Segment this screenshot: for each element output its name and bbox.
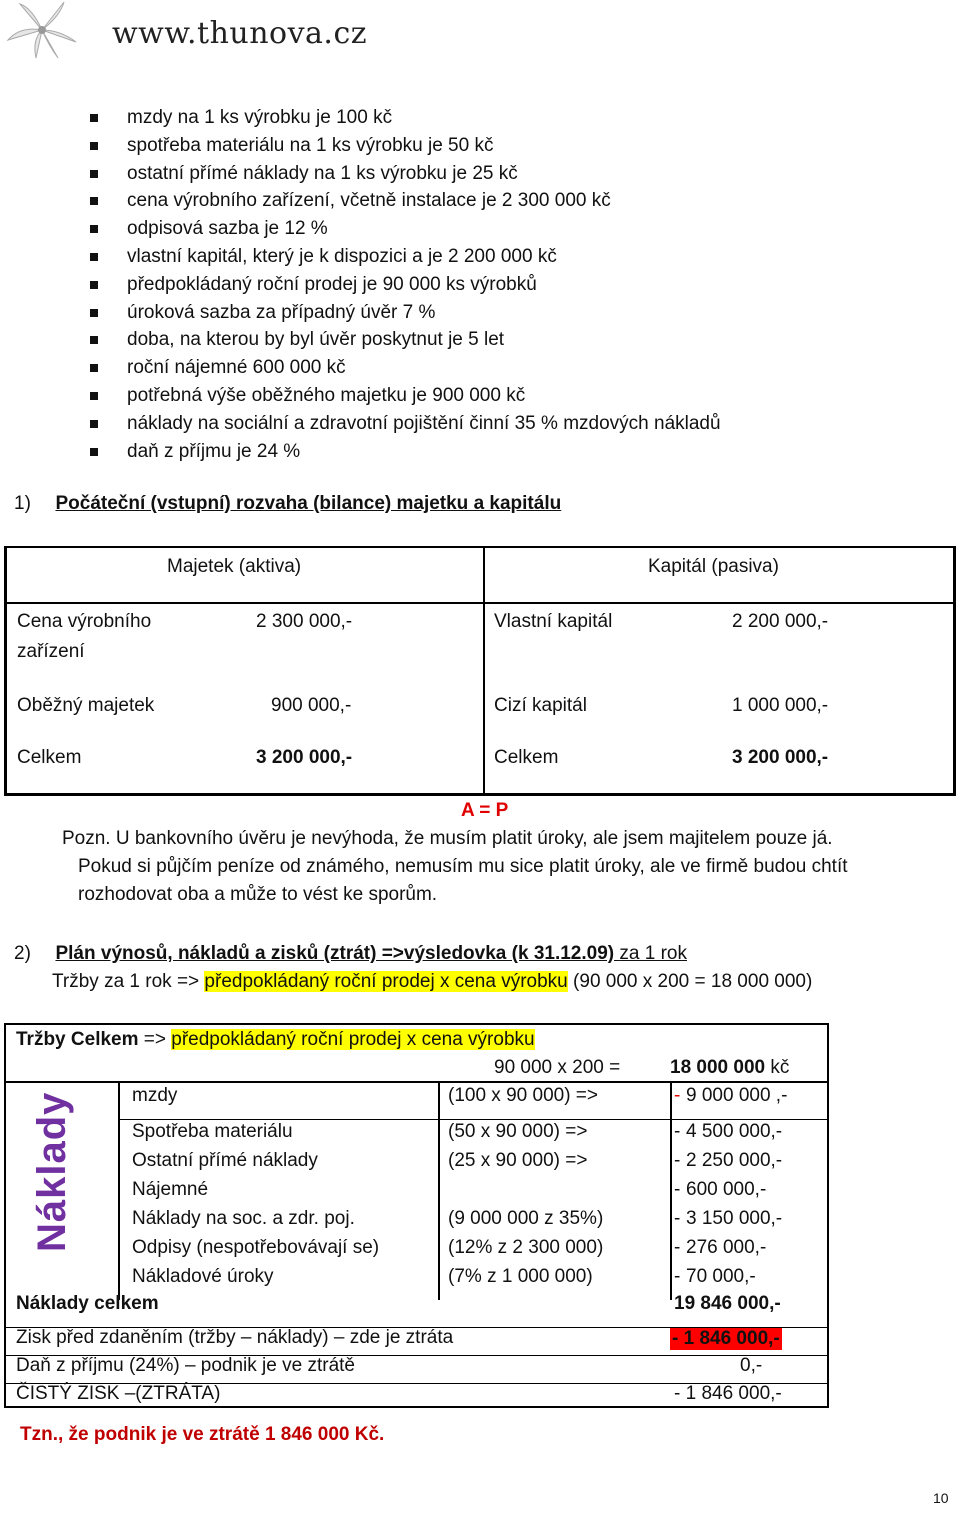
balance-sheet-table [4, 546, 956, 796]
site-logo [0, 0, 368, 60]
tax-label: Daň z příjmu (24%) – podnik je ve ztrátě [16, 1355, 355, 1376]
cost-item-value: 70 000,- [686, 1266, 756, 1287]
assumption-item: roční nájemné 600 000 kč [90, 354, 721, 382]
section-title-rest: za 1 rok [619, 943, 687, 964]
liability-label: Vlastní kapitál [494, 611, 613, 632]
revenue-formula-calc: (90 000 x 200 = 18 000 000) [567, 971, 813, 992]
assumption-item: cena výrobního zařízení, včetně instalace je 2 300 000 kč [90, 187, 721, 215]
site-name: www.thunova.cz [112, 16, 368, 51]
cost-item-label: Nájemné [132, 1179, 209, 1200]
assumption-item: spotřeba materiálu na 1 ks výrobku je 50 kč [90, 132, 721, 160]
assumption-item: odpisová sazba je 12 % [90, 215, 721, 243]
cost-item-calc: (25 x 90 000) => [448, 1150, 588, 1171]
cost-item-sign: - [674, 1121, 681, 1142]
cost-item-value: 600 000,- [686, 1179, 767, 1200]
assets-total-value: 3 200 000,- [256, 747, 353, 768]
cost-item-value: 276 000,- [686, 1237, 767, 1258]
income-statement-table [4, 1023, 829, 1408]
assumption-item: úroková sazba za případný úvěr 7 % [90, 299, 721, 327]
assumption-item: daň z příjmu je 24 % [90, 438, 721, 466]
cost-item-label: Náklady na soc. a zdr. poj. [132, 1208, 355, 1229]
liability-value: 2 200 000,- [732, 611, 829, 632]
ebt-value: - 1 846 000,- [672, 1328, 780, 1349]
asset-label: Oběžný majetek [17, 695, 155, 716]
revenue-formula [52, 971, 812, 993]
cost-item-calc: (50 x 90 000) => [448, 1121, 588, 1142]
cost-item-sign: - [674, 1150, 681, 1171]
conclusion: Tzn., že podnik je ve ztrátě 1 846 000 Kč. [20, 1424, 385, 1445]
section-title: Plán výnosů, nákladů a zisků (ztrát) =>výsledovka (k 31.12.09) [55, 943, 620, 964]
assumption-item: ostatní přímé náklady na 1 ks výrobku je 25 kč [90, 160, 721, 188]
cost-item-label: mzdy [132, 1085, 178, 1106]
costs-side-label: Náklady [30, 1091, 74, 1252]
revenue-formula-text: Tržby za 1 rok => [52, 971, 205, 992]
cost-item-calc: (12% z 2 300 000) [448, 1237, 604, 1258]
assets-total-label: Celkem [17, 747, 82, 768]
liabilities-total-value: 3 200 000,- [732, 747, 829, 768]
cost-item-sign: - [674, 1208, 681, 1229]
liabilities-total-label: Celkem [494, 747, 559, 768]
cost-item-value: 4 500 000,- [686, 1121, 783, 1142]
liabilities-header: Kapitál (pasiva) [648, 556, 779, 577]
liability-value: 1 000 000,- [732, 695, 829, 716]
assumption-item: doba, na kterou by byl úvěr poskytnut je 5 let [90, 326, 721, 354]
revenue-value [670, 1057, 789, 1079]
cost-item-label: Nákladové úroky [132, 1266, 274, 1287]
flower-logo-icon [2, 0, 82, 60]
costs-total-value: 19 846 000,- [674, 1293, 781, 1314]
revenue-header-highlight: předpokládaný roční prodej x cena výrobku [171, 1029, 535, 1050]
tax-value: 0,- [740, 1355, 763, 1376]
asset-value: 2 300 000,- [256, 611, 353, 632]
revenue-header [16, 1029, 535, 1051]
note-line: Pozn. U bankovního úvěru je nevýhoda, že musím platit úroky, ale jsem majitelem pouze já. [62, 828, 833, 849]
assumption-item: potřebná výše oběžného majetku je 900 000 kč [90, 382, 721, 410]
asset-label: Cena výrobního [17, 611, 152, 632]
note-line: Pokud si půjčím peníze od známého, nemusím mu sice platit úroky, ale ve firmě budou chtít [78, 856, 848, 877]
cost-item-calc: (7% z 1 000 000) [448, 1266, 593, 1287]
assumption-item: předpokládaný roční prodej je 90 000 ks výrobků [90, 271, 721, 299]
cost-item-sign: - [674, 1085, 681, 1106]
cost-item-sign: - [674, 1179, 681, 1200]
note-line: rozhodovat oba a může to vést ke sporům. [78, 884, 438, 905]
cost-item-calc: (100 x 90 000) => [448, 1085, 598, 1106]
cost-item-calc: (9 000 000 z 35%) [448, 1208, 604, 1229]
net-income-value: - 1 846 000,- [674, 1383, 782, 1404]
revenue-calc: 90 000 x 200 = [494, 1057, 621, 1078]
revenue-formula-highlight: předpokládaný roční prodej x cena výrobku [204, 971, 568, 992]
costs-total-label: Náklady celkem [16, 1293, 159, 1314]
cost-item-label: Odpisy (nespotřebovávají se) [132, 1237, 380, 1258]
cost-item-label: Spotřeba materiálu [132, 1121, 293, 1142]
revenue-header-arrow: => [138, 1029, 172, 1050]
ebt-label: Zisk před zdaněním (tržby – náklady) – zde je ztráta [16, 1327, 454, 1348]
liability-label: Cizí kapitál [494, 695, 587, 716]
cost-item-sign: - [674, 1266, 681, 1287]
section-number: 1) [14, 493, 31, 514]
section-number: 2) [14, 943, 31, 964]
assumption-item: náklady na sociální a zdravotní pojištění činní 35 % mzdových nákladů [90, 410, 721, 438]
section-1-heading [14, 493, 561, 515]
revenue-unit: kč [765, 1057, 790, 1078]
cost-item-label: Ostatní přímé náklady [132, 1150, 318, 1171]
cost-item-value: 9 000 000 ,- [686, 1085, 788, 1106]
section-2-heading [14, 943, 687, 965]
page-number: 10 [933, 1490, 949, 1506]
revenue-header-label: Tržby Celkem [16, 1029, 139, 1050]
cost-item-sign: - [674, 1237, 681, 1258]
assumption-item: mzdy na 1 ks výrobku je 100 kč [90, 104, 721, 132]
assumption-item: vlastní kapitál, který je k dispozici a je 2 200 000 kč [90, 243, 721, 271]
net-income-label: ČISTÝ ZISK –(ZTRÁTA) [16, 1383, 221, 1404]
revenue-amount: 18 000 000 [670, 1057, 766, 1078]
assets-header: Majetek (aktiva) [167, 556, 302, 577]
cost-item-value: 2 250 000,- [686, 1150, 783, 1171]
asset-label-cont: zařízení [17, 641, 85, 662]
assumptions-list [90, 104, 721, 465]
asset-value: 900 000,- [271, 695, 352, 716]
section-title: Počáteční (vstupní) rozvaha (bilance) majetku a kapitálu [55, 493, 562, 514]
cost-item-value: 3 150 000,- [686, 1208, 783, 1229]
balance-equation: A = P [461, 800, 509, 821]
